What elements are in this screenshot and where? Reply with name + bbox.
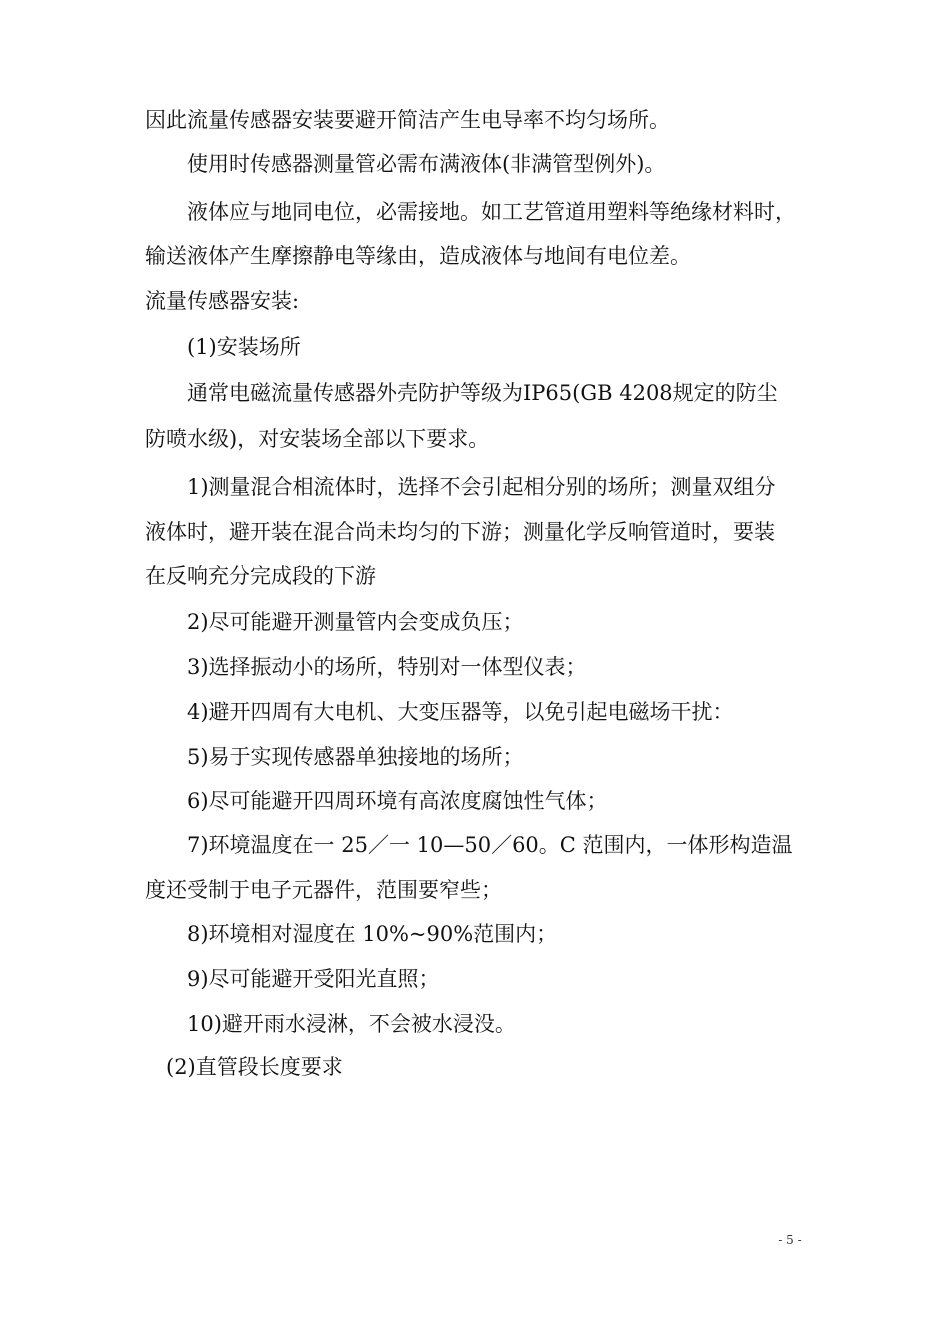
list-item: 6)尽可能避开四周环境有高浓度腐蚀性气体； (187, 789, 608, 813)
list-item: 10)避开雨水浸淋，不会被水浸没。 (187, 1012, 516, 1036)
paragraph-line: 使用时传感器测量管必需布满液体(非满管型例外)。 (187, 152, 666, 176)
list-item: 在反响充分完成段的下游 (145, 564, 376, 588)
paragraph-line: 因此流量传感器安装要避开简洁产生电导率不均匀场所。 (145, 108, 670, 132)
subsection-heading: (2)直管段长度要求 (166, 1055, 343, 1079)
list-item: 4)避开四周有大电机、大变压器等，以免引起电磁场干扰： (187, 700, 734, 724)
list-item: 7)环境温度在一 25／一 10—50／60。C 范围内，一体形构造温 (187, 833, 793, 857)
list-item: 2)尽可能避开测量管内会变成负压； (187, 610, 524, 634)
paragraph-line: 通常电磁流量传感器外壳防护等级为IP65(GB 4208规定的防尘 (187, 381, 778, 405)
page-number: - 5 - (778, 1233, 802, 1247)
paragraph-line: 液体应与地同电位，必需接地。如工艺管道用塑料等绝缘材料时， (187, 200, 796, 224)
paragraph-line: 输送液体产生摩擦静电等缘由，造成液体与地间有电位差。 (145, 244, 691, 268)
list-item: 8)环境相对湿度在 10%~90%范围内； (187, 922, 558, 946)
subsection-heading: (1)安装场所 (187, 335, 301, 359)
list-item: 1)测量混合相流体时，选择不会引起相分别的场所；测量双组分 (187, 475, 776, 499)
list-item: 3)选择振动小的场所，特别对一体型仪表； (187, 655, 587, 679)
list-item: 液体时，避开装在混合尚未均匀的下游；测量化学反响管道时，要装 (145, 520, 775, 544)
section-heading: 流量传感器安装: (145, 289, 300, 313)
list-item: 5)易于实现传感器单独接地的场所； (187, 745, 524, 769)
paragraph-line: 防喷水级)，对安装场全部以下要求。 (145, 427, 490, 451)
list-item: 9)尽可能避开受阳光直照； (187, 967, 440, 991)
list-item: 度还受制于电子元器件，范围要窄些； (145, 878, 502, 902)
